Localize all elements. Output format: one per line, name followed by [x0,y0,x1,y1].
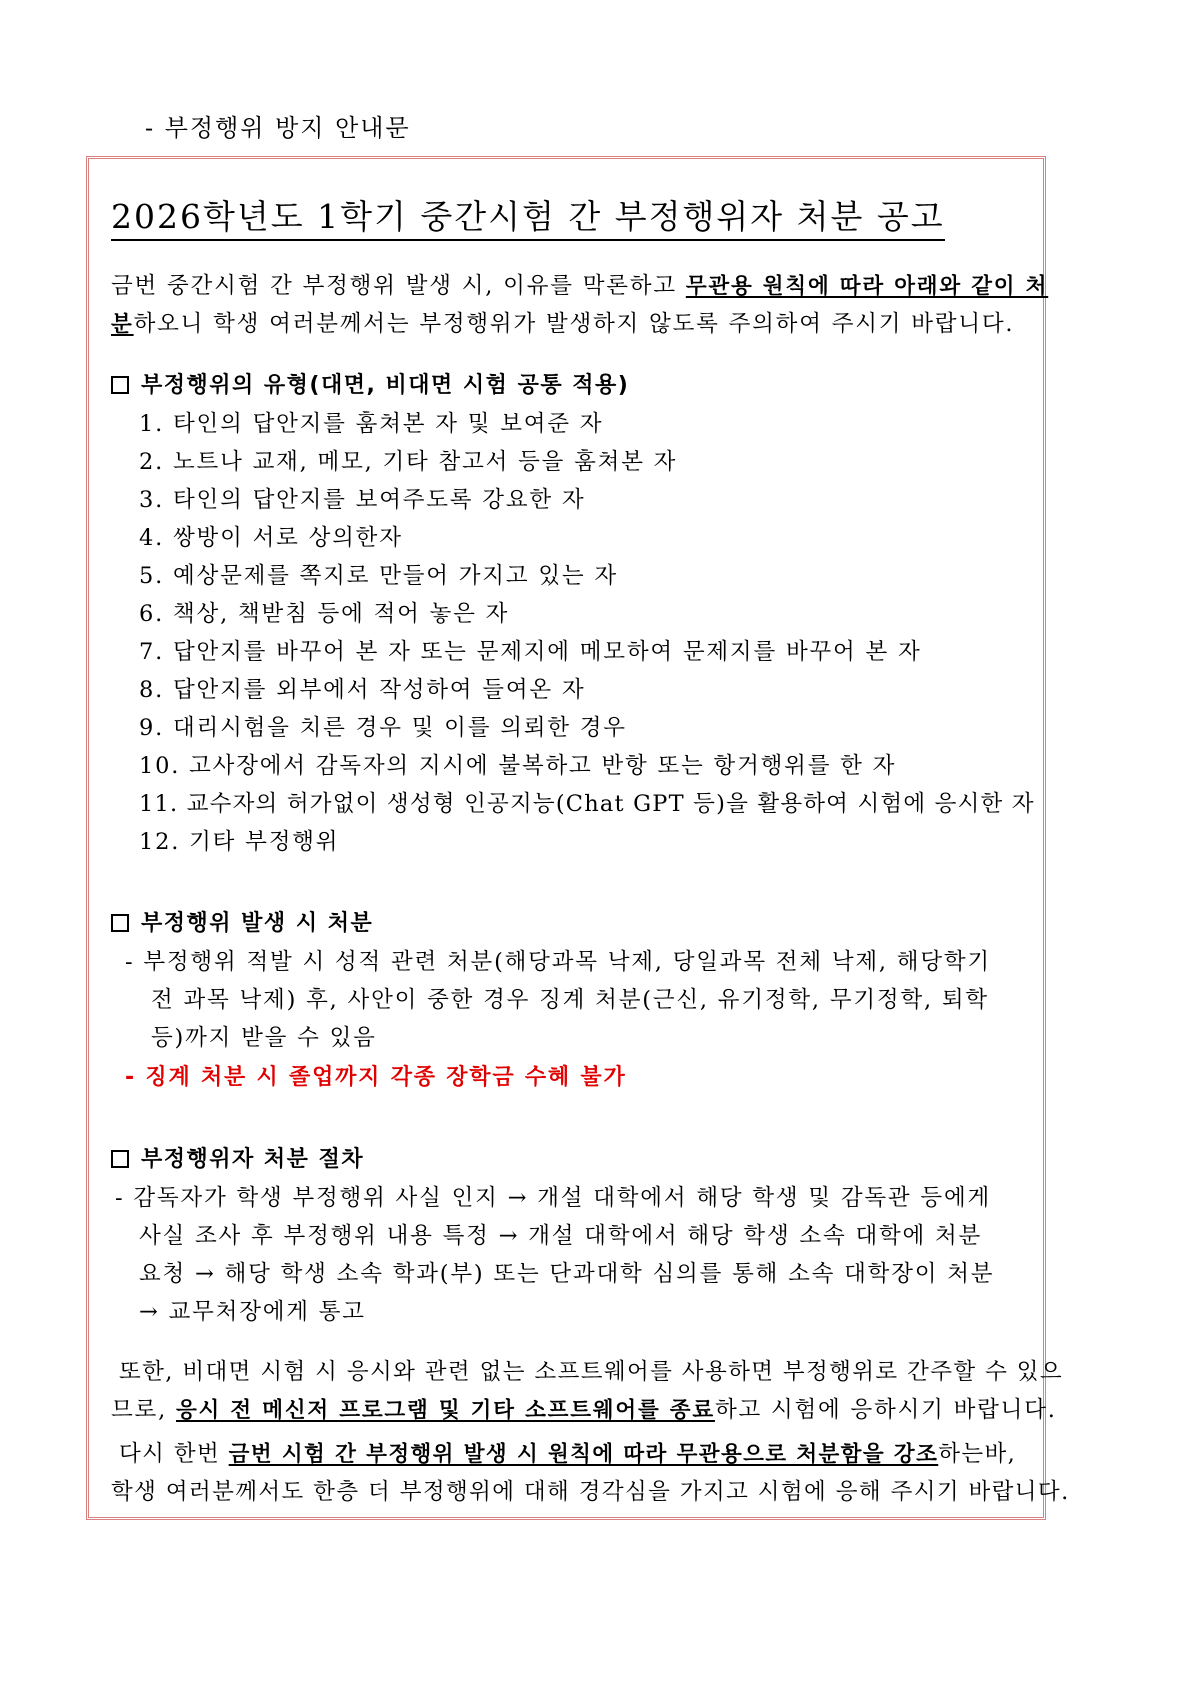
list-item: 6. 책상, 책받침 등에 적어 놓은 자 [139,601,510,627]
section-penalty-heading [111,909,373,939]
procedure-line: - 감독자가 학생 부정행위 사실 인지 → 개설 대학에서 해당 학생 및 감독관 등에게 [115,1185,992,1211]
reminder-text: 다시 한번 [119,1441,229,1467]
list-item: 11. 교수자의 허가없이 생성형 인공지능(Chat GPT 등)을 활용하여 시험에 응시한 자 [139,791,1035,817]
software-notice-text: 므로, [111,1397,176,1423]
intro-line-1 [111,271,1048,302]
reminder-text-end: 하는바, [938,1441,1017,1467]
notice-box [86,156,1070,1520]
notice-title: 2026학년도 1학기 중간시험 간 부정행위자 처분 공고 [111,195,945,241]
intro-line-2 [111,309,1014,340]
list-item: 3. 타인의 답안지를 보여주도록 강요한 자 [139,487,586,513]
scholarship-warning: - 징계 처분 시 졸업까지 각종 장학금 수혜 불가 [125,1065,627,1090]
list-item: 7. 답안지를 바꾸어 본 자 또는 문제지에 메모하여 문제지를 바꾸어 본 자 [139,639,922,665]
list-item: 10. 고사장에서 감독자의 지시에 불복하고 반항 또는 항거행위를 한 자 [139,753,897,779]
section-cheating-types-heading [111,371,629,401]
section-title: 부정행위의 유형(대면, 비대면 시험 공통 적용) [141,373,630,398]
penalty-line: - 부정행위 적발 시 성적 관련 처분(해당과목 낙제, 당일과목 전체 낙제, 해당학기 [125,949,991,975]
intro-emphasis: 무관용 원칙에 따라 아래와 같이 처 [685,274,1049,299]
list-item: 2. 노트나 교재, 메모, 기타 참고서 등을 훔쳐본 자 [139,449,678,475]
software-notice-line-2 [111,1395,1057,1426]
intro-text: 금번 중간시험 간 부정행위 발생 시, 이유를 막론하고 [111,273,686,299]
checkbox-icon [111,1150,129,1168]
software-notice-emphasis: 응시 전 메신저 프로그램 및 기타 소프트웨어를 종료 [175,1398,715,1423]
checkbox-icon [111,914,129,932]
list-item: 1. 타인의 답안지를 훔쳐본 자 및 보여준 자 [139,411,604,437]
procedure-line: → 교무처장에게 통고 [139,1299,366,1325]
list-item: 9. 대리시험을 치른 경우 및 이를 의뢰한 경우 [139,715,627,741]
list-item: 4. 쌍방이 서로 상의한자 [139,525,403,551]
penalty-line: 전 과목 낙제) 후, 사안이 중한 경우 징계 처분(근신, 유기정학, 무기정학, 퇴학 [151,987,989,1013]
penalty-line: 등)까지 받을 수 있음 [151,1025,377,1051]
section-procedure-heading [111,1145,364,1175]
procedure-line: 요청 → 해당 학생 소속 학과(부) 또는 단과대학 심의를 통해 소속 대학장이 처분 [139,1261,995,1287]
list-item: 8. 답안지를 외부에서 작성하여 들여온 자 [139,677,586,703]
section-title: 부정행위자 처분 절차 [141,1147,365,1172]
software-notice-text-end: 하고 시험에 응하시기 바랍니다. [714,1397,1057,1423]
page-heading: - 부정행위 방지 안내문 [145,114,411,142]
section-title: 부정행위 발생 시 처분 [141,911,374,936]
reminder-emphasis: 금번 시험 간 부정행위 발생 시 원칙에 따라 무관용으로 처분함을 강조 [228,1442,939,1467]
reminder-line-2: 학생 여러분께서도 한층 더 부정행위에 대해 경각심을 가지고 시험에 응해 주시기 바랍니다. [111,1479,1070,1505]
reminder-line-1 [119,1439,1016,1470]
intro-text-end: 하오니 학생 여러분께서는 부정행위가 발생하지 않도록 주의하여 주시기 바랍니다. [133,311,1015,337]
software-notice-line-1: 또한, 비대면 시험 시 응시와 관련 없는 소프트웨어를 사용하면 부정행위로 간주할 수 있으 [119,1359,1064,1385]
procedure-line: 사실 조사 후 부정행위 내용 특정 → 개설 대학에서 해당 학생 소속 대학에 처분 [139,1223,983,1249]
list-item: 12. 기타 부정행위 [139,829,340,855]
intro-emphasis-end: 분 [111,312,134,337]
checkbox-icon [111,376,129,394]
list-item: 5. 예상문제를 쪽지로 만들어 가지고 있는 자 [139,563,618,589]
